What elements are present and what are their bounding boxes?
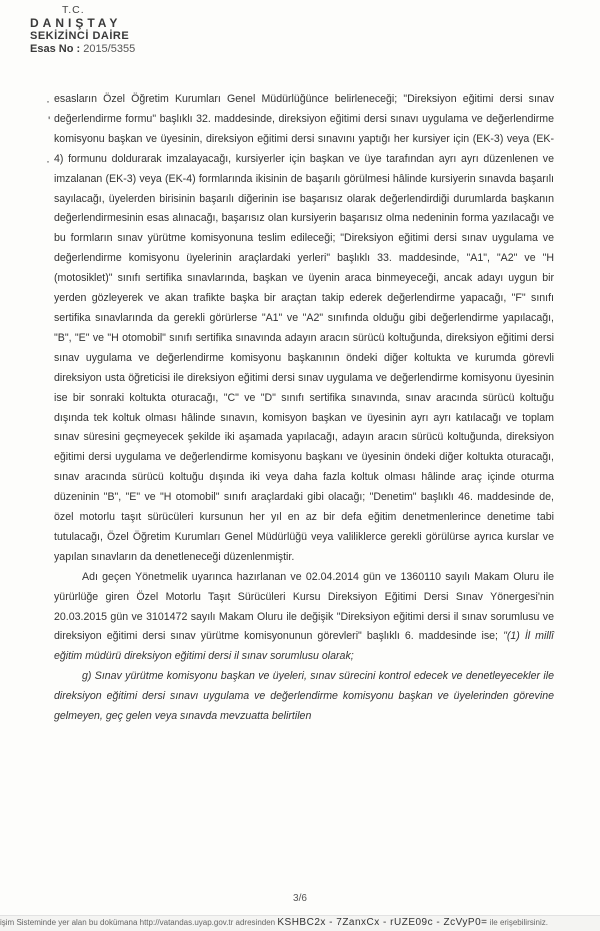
- court-name: DANIŞTAY: [30, 16, 122, 30]
- page-number: 3/6: [293, 893, 307, 904]
- paragraph-2: [54, 568, 554, 668]
- verification-code: KSHBC2x - 7ZanxCx - rUZE09c - ZcVyP0=: [277, 917, 488, 928]
- paragraph-3: g) Sınav yürütme komisyonu başkan ve üyeleri, sınav sürecini kontrol edecek ve denetleyecekler ile direksiyon eğitimi dersi sınavı uygulama ve değerlendirme komisyonu başkan ve üyelerinden görevine gelmeyen, geç gelen veya sınavda mevzuatta belirtilen: [54, 670, 554, 723]
- verification-footer: [0, 915, 600, 931]
- paragraph-2-text: Adı geçen Yönetmelik uyarınca hazırlanan ve 02.04.2014 gün ve 1360110 sayılı Makam Oluru ile yürürlüğe giren Özel Motorlu Taşıt Sürücüleri Kursu Direksiyon Eğitimi Dersi Sınav Yönergesi'nin 20.03.2015 gün ve 3101472 sayılı Makam Oluru ile değişik "Direksiyon eğitimi dersi il sınav sorumlusu ve direksiyon eğitimi dersi sınav yürütme komisyonunun görevleri" başlıklı 6. maddesinde ise;: [54, 570, 554, 643]
- document-header: [30, 4, 135, 56]
- footer-tail: ile erişebilirsiniz.: [489, 918, 548, 927]
- footer-text: işim Sisteminde yer alan bu dokümana http://vatandas.uyap.gov.tr adresinden: [0, 918, 276, 927]
- case-number-value: 2015/5355: [83, 43, 136, 55]
- case-number-label: Esas No :: [30, 43, 81, 55]
- tc-label: T.C.: [62, 4, 85, 16]
- document-body: [54, 90, 554, 727]
- margin-mark: ': [48, 114, 51, 128]
- department-name: SEKİZİNCİ DAİRE: [30, 30, 130, 42]
- paragraph-2-quote: "(1) İl millî eğitim müdürü direksiyon eğitimi dersi il sınav sorumlusu olarak;: [54, 630, 554, 663]
- paragraph-1: esasların Özel Öğretim Kurumları Genel Müdürlüğünce belirleneceği; "Direksiyon eğitimi dersi sınav değerlendirme formu" başlıklı 32. maddesinde, direksiyon eğitimi dersi sınavı uygulama ve değerlendirme komisyonu başkan ve üyesinin, direksiyon eğitimi dersi sınavını yaptığı her kursiyer için (EK-3) veya (EK-4) formunu doldurarak imzalayacağı, kursiyerler için başkan ve üye tarafından ayrı ayrı düzenlenen ve imzalanan (EK-3) veya (EK-4) formlarında ikisinin de başarılı görülmesi hâlinde kursiyerin sınavda başarılı sayılacağı, üyelerden birisinin başarılı diğerinin ise başarısız olarak değerlendirdiği durumlarda başkanın değerlendirmesinin esas alınacağı, başarısız olan kursiyerin başarısız olma nedeninin forma yazılacağı ve bu formların sınav yürütme komisyonuna teslim edileceği; "Direksiyon eğitimi dersi sınav uygulama ve değerlendirme komisyonu üyelerinin araçlardaki yerleri" başlıklı 33. maddesinde, "A1", "A2" ve "H (motosiklet)" sınıfı sertifika sınavlarında, başkan ve üyenin araca binmeyeceği, ancak adayı uygun bir yerden gözleyerek ve akan trafikte başka bir araçtan takip ederek değerlendirme yapacağı, "F" sınıfı sertifika sınavlarında da gerekli görürlerse "A1" ve "A2" sınıfında olduğu gibi değerlendirme yapılacağı, "B", "E" ve "H otomobil" sınıfı sertifika sınavında adayın aracın sürücü koltuğunda, direksiyon eğitimi dersi sınav uygulama ve değerlendirme komisyonu başkanının öndeki diğer koltukta ve kurumda görevli direksiyon usta öğreticisi ile direksiyon eğitimi dersi sınav uygulama ve değerlendirme komisyonu üyesinin ise bir sonraki koltukta oturacağı, "C" ve "D" sınıfı sertifika sınavında, sınav aracında sürücü koltuğu dışında tek koltuk olması hâlinde sınavın, komisyon başkan ve üyesinin ayrı ayrı katılacağı ve toplam sınav süresini geçmeyecek şekilde iki aşamada yapılacağı, adayın aracın sürücü koltuğunda, direksiyon eğitimi dersi uygulama ve değerlendirme komisyonu başkanı ve üyesinin öndeki diğer koltukta oturacağı, sınav aracında sürücü koltuğu dışında iki veya daha fazla koltuk olması hâlinde araç içinde oturma düzeninin "B", "E" ve "H otomobil" sınıfı araçlardaki gibi olacağı; "Denetim" başlıklı 46. maddesinde de, özel motorlu taşıt sürücüleri kursunun her yıl en az bir defa eğitim denetmenlerince denetime tabi tutulacağı, Özel Öğretim Kurumları Genel Müdürlüğü veya valiliklerce gerekli görülürse ayrıca kurslar ve yapılan sınavların da denetleneceği düzenlenmiştir.: [54, 93, 554, 563]
- margin-mark: ·: [46, 94, 50, 108]
- case-number: [30, 43, 135, 56]
- margin-mark: ·: [46, 154, 50, 168]
